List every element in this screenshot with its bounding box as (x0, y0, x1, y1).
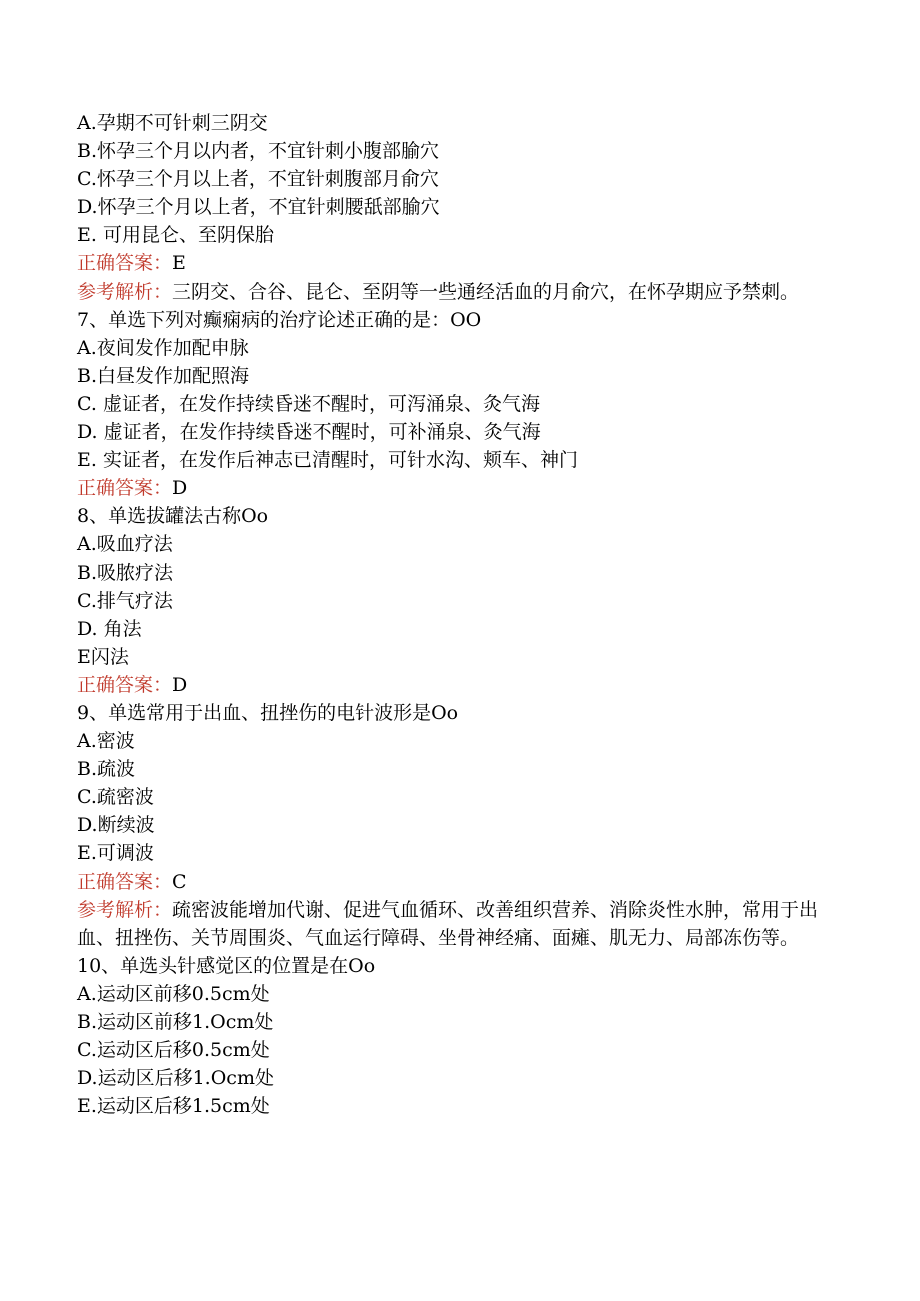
option-b: B.吸脓疗法 (77, 561, 174, 584)
question-stem: 8、单选拔罐法古称Oo (77, 505, 269, 528)
option-d: D. 角法 (77, 617, 142, 640)
answer-value: D (172, 673, 188, 696)
option-e: E. 实证者，在发作后神志已清醒时，可针水沟、颊车、神门 (77, 449, 578, 472)
question-stem: 10、单选头针感觉区的位置是在Oo (77, 954, 376, 977)
option-d: D.断续波 (77, 814, 155, 837)
option-a: A.密波 (77, 730, 135, 753)
option-a: A.运动区前移0.5cm处 (77, 982, 270, 1005)
option-d: D.运动区后移1.Ocm处 (77, 1067, 274, 1090)
option-e: E. 可用昆仑、至阴保胎 (77, 224, 274, 247)
answer-value: C (172, 870, 187, 893)
answer-line (77, 249, 830, 277)
question-9 (77, 699, 830, 952)
analysis-text: 三阴交、合谷、昆仑、至阴等一些通经活血的月俞穴，在怀孕期应予禁刺。 (172, 280, 800, 303)
option-d: D. 虚证者，在发作持续昏迷不醒时，可补涌泉、灸气海 (77, 421, 541, 444)
option-c: C.运动区后移0.5cm处 (77, 1039, 270, 1062)
option-c: C. 虚证者，在发作持续昏迷不醒时，可泻涌泉、灸气海 (77, 392, 540, 415)
option-b: B.运动区前移1.Ocm处 (77, 1011, 274, 1033)
question-7 (77, 306, 830, 503)
answer-line (77, 868, 830, 896)
question-6-tail (77, 109, 830, 306)
option-a: A.孕期不可针刺三阴交 (77, 112, 268, 134)
option-c: C.疏密波 (77, 786, 154, 809)
answer-label: 正确答案： (77, 252, 173, 275)
question-stem: 7、单选下列对癫痫病的治疗论述正确的是：OO (77, 308, 482, 331)
question-10 (77, 952, 830, 1121)
option-b: B.疏波 (77, 758, 136, 781)
answer-label: 正确答案： (77, 673, 173, 696)
answer-value: E (172, 252, 186, 275)
analysis-text: 疏密波能增加代谢、促进气血循环、改善组织营养、消除炎性水肿，常用于出血、扭挫伤、关节周围炎、气血运行障碍、坐骨神经痛、面瘫、肌无力、局部冻伤等。 (77, 898, 819, 949)
question-8 (77, 502, 830, 699)
answer-label: 正确答案： (77, 477, 173, 500)
option-e: E闪法 (77, 645, 129, 668)
answer-line (77, 671, 830, 699)
option-b: B.白昼发作加配照海 (77, 364, 250, 387)
question-stem: 9、单选常用于出血、扭挫伤的电针波形是Oo (77, 701, 459, 724)
answer-label: 正确答案： (77, 870, 173, 893)
option-b: B.怀孕三个月以内者，不宜针刺小腹部腧穴 (77, 140, 440, 163)
analysis-line (77, 896, 830, 952)
answer-line (77, 474, 830, 502)
analysis-line (77, 278, 830, 306)
option-c: C.怀孕三个月以上者，不宜针刺腹部月俞穴 (77, 168, 439, 191)
option-d: D.怀孕三个月以上者，不宜针刺腰舐部腧穴 (77, 196, 440, 219)
option-c: C.排气疗法 (77, 589, 173, 612)
option-a: A.吸血疗法 (77, 533, 173, 556)
option-e: E.运动区后移1.5cm处 (77, 1095, 270, 1118)
option-e: E.可调波 (77, 842, 154, 865)
answer-value: D (172, 477, 188, 500)
analysis-label: 参考解析： (77, 898, 173, 921)
analysis-label: 参考解析： (77, 280, 173, 303)
option-a: A.夜间发作加配申脉 (77, 336, 249, 359)
